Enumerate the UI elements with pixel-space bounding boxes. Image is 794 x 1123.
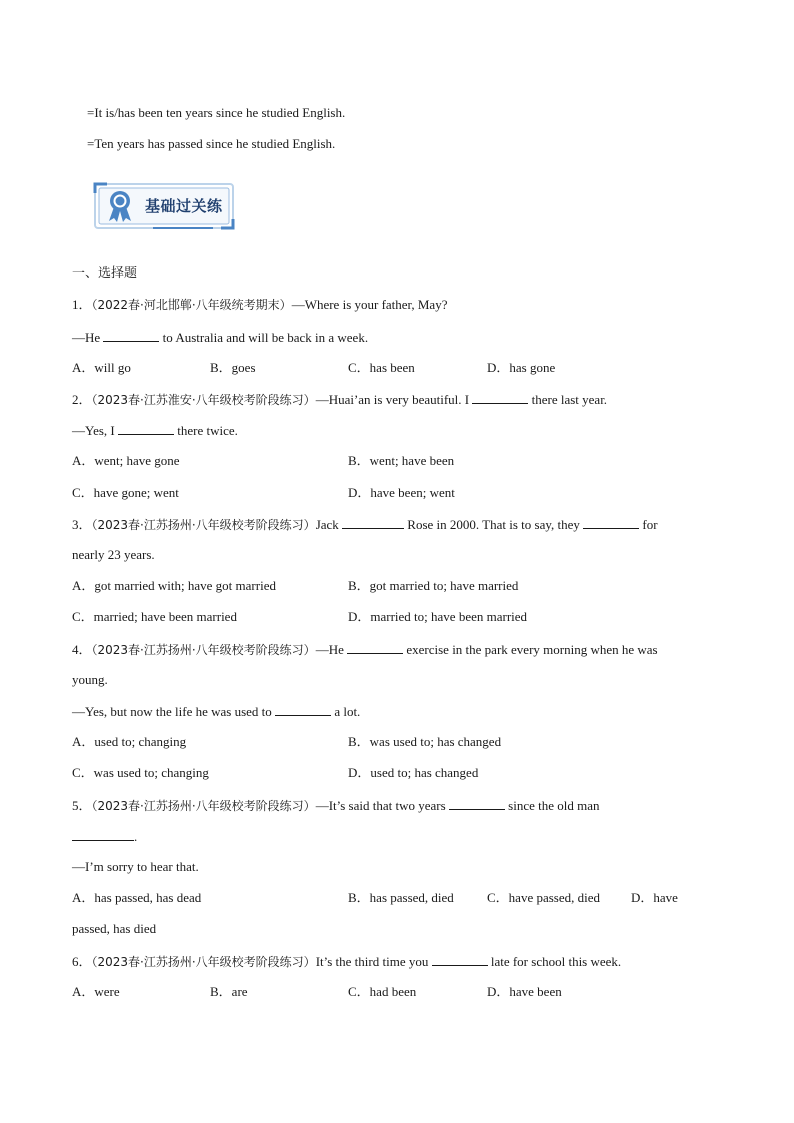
question-text: . — [134, 829, 138, 844]
question-text: for — [642, 517, 658, 532]
option-b[interactable]: B．has passed, died — [348, 890, 454, 905]
question-text: since the old man — [508, 798, 600, 813]
option-c[interactable]: C．was used to; changing — [72, 765, 209, 780]
answer-blank[interactable] — [347, 641, 403, 654]
question-5-line-3: —I’m sorry to hear that. — [72, 859, 199, 874]
option-b[interactable]: B．are — [210, 984, 248, 999]
option-b[interactable]: B．went; have been — [348, 453, 455, 468]
question-text: —Where is your father, May? — [291, 297, 448, 312]
option-a[interactable]: A．were — [72, 984, 120, 999]
option-d[interactable]: D．have been; went — [348, 485, 455, 500]
option-d[interactable]: D．have — [631, 890, 678, 905]
question-number: 2． — [72, 392, 92, 407]
option-c[interactable]: C．have passed, died — [487, 890, 601, 905]
question-source: （2023春·江苏扬州·八年级校考阶段练习） — [91, 643, 316, 657]
question-number: 6． — [72, 954, 92, 969]
question-number: 5． — [72, 798, 92, 813]
question-text: —Huai’an is very beautiful. I — [315, 392, 470, 407]
question-text: there twice. — [177, 423, 238, 438]
option-a[interactable]: A．used to; changing — [72, 734, 187, 749]
option-c[interactable]: C．have gone; went — [72, 485, 179, 500]
option-d[interactable]: D．married to; have been married — [348, 609, 528, 624]
question-5-line-2 — [72, 828, 137, 845]
answer-blank[interactable] — [342, 516, 404, 529]
option-a[interactable]: A．went; have gone — [72, 453, 180, 468]
question-4-stem — [72, 641, 658, 658]
question-text: Rose in 2000. That is to say, they — [407, 517, 580, 532]
question-source: （2023春·江苏扬州·八年级校考阶段练习） — [91, 518, 316, 532]
question-4-line-3 — [72, 703, 360, 720]
option-b[interactable]: B．goes — [210, 360, 256, 375]
intro-line-2: =Ten years has passed since he studied English. — [87, 136, 336, 151]
medal-ribbon-icon — [105, 189, 135, 223]
option-d[interactable]: D．have been — [487, 984, 562, 999]
question-source: （2023春·江苏扬州·八年级校考阶段练习） — [91, 955, 316, 969]
intro-line-1: =It is/has been ten years since he studied English. — [87, 105, 346, 120]
answer-blank[interactable] — [449, 797, 505, 810]
option-c[interactable]: C．married; have been married — [72, 609, 237, 624]
question-text: exercise in the park every morning when he was — [406, 642, 658, 657]
question-text: late for school this week. — [490, 954, 622, 969]
question-source: （2023春·江苏扬州·八年级校考阶段练习） — [91, 799, 316, 813]
answer-blank[interactable] — [72, 828, 134, 841]
answer-blank[interactable] — [472, 391, 528, 404]
question-text: —Yes, but now the life he was used to — [72, 704, 272, 719]
question-text: a lot. — [334, 704, 361, 719]
question-5-stem — [72, 797, 600, 814]
option-a[interactable]: A．got married with; have got married — [72, 578, 276, 593]
question-number: 4． — [72, 642, 92, 657]
section-badge-title: 基础过关练 — [145, 197, 223, 215]
section-badge — [93, 181, 235, 231]
question-1-line-2 — [72, 329, 368, 346]
option-c[interactable]: C．had been — [348, 984, 417, 999]
question-3-stem — [72, 516, 658, 533]
question-6-stem — [72, 953, 621, 970]
option-d-continued[interactable]: passed, has died — [72, 921, 157, 936]
question-text: —He — [72, 330, 101, 345]
option-b[interactable]: B．was used to; has changed — [348, 734, 502, 749]
question-text: It’s the third time you — [315, 954, 429, 969]
question-text: —He — [315, 642, 344, 657]
answer-blank[interactable] — [118, 422, 174, 435]
section-heading: 一、选择题 — [72, 266, 138, 281]
question-source: （2022春·河北邯郸·八年级统考期末） — [91, 298, 292, 312]
question-number: 3． — [72, 517, 92, 532]
question-4-line-2: young. — [72, 672, 108, 687]
option-d[interactable]: D．used to; has changed — [348, 765, 479, 780]
answer-blank[interactable] — [432, 953, 488, 966]
question-text: there last year. — [531, 392, 608, 407]
question-text: —It’s said that two years — [315, 798, 446, 813]
question-3-line-2: nearly 23 years. — [72, 547, 155, 562]
option-a[interactable]: A．has passed, has dead — [72, 890, 202, 905]
question-2-line-2 — [72, 422, 238, 439]
question-text: to Australia and will be back in a week. — [162, 330, 369, 345]
question-text: Jack — [315, 517, 339, 532]
question-source: （2023春·江苏淮安·八年级校考阶段练习） — [91, 393, 316, 407]
answer-blank[interactable] — [103, 329, 159, 342]
option-d[interactable]: D．has gone — [487, 360, 556, 375]
answer-blank[interactable] — [275, 703, 331, 716]
question-2-stem — [72, 391, 607, 408]
question-text: —Yes, I — [72, 423, 115, 438]
option-a[interactable]: A．will go — [72, 360, 131, 375]
question-number: 1． — [72, 297, 92, 312]
answer-blank[interactable] — [583, 516, 639, 529]
question-1-stem — [72, 297, 447, 313]
option-b[interactable]: B．got married to; have married — [348, 578, 519, 593]
option-c[interactable]: C．has been — [348, 360, 415, 375]
